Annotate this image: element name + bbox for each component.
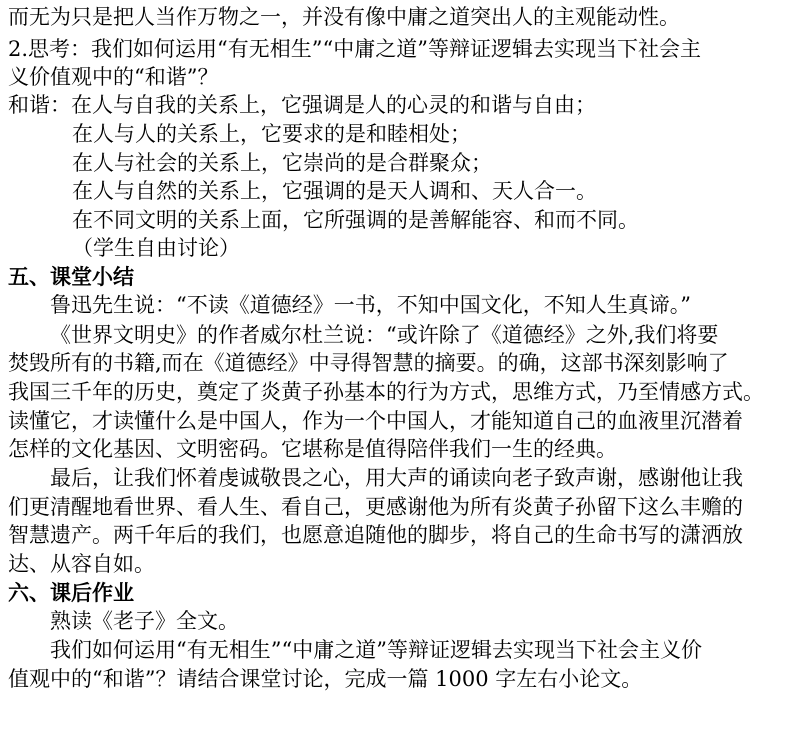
paragraph-line: 我国三千年的历史，奠定了炎黄子孙基本的行为方式，思维方式，乃至情感方式。 <box>8 380 764 404</box>
paragraph-line: 《世界文明史》的作者威尔杜兰说：“或许除了《道德经》之外,我们将要 <box>50 323 719 347</box>
paragraph-line: 读懂它，才读懂什么是中国人，作为一个中国人，才能知道自己的血液里沉潜着 <box>8 409 743 433</box>
section-heading: 五、课堂小结 <box>8 265 134 289</box>
harmony-line: 和谐：在人与自我的关系上，它强调是人的心灵的和谐与自由； <box>8 93 596 117</box>
paragraph-line: 值观中的“和谐”？请结合课堂讨论，完成一篇 1000 字左右小论文。 <box>8 667 643 691</box>
paragraph-line: 智慧遗产。两千年后的我们，也愿意追随他的脚步，将自己的生命书写的潇洒放 <box>8 523 743 547</box>
paragraph-line: 鲁迅先生说：“不读《道德经》一书，不知中国文化，不知人生真谛。” <box>50 293 691 317</box>
paragraph-line: 达、从容自如。 <box>8 552 155 576</box>
harmony-line: 在人与社会的关系上，它崇尚的是合群聚众； <box>72 151 492 175</box>
paragraph-line: 们更清醒地看世界、看人生、看自己，更感谢他为所有炎黄子孙留下这么丰赡的 <box>8 495 743 519</box>
paragraph-line: 我们如何运用“有无相生”“中庸之道”等辩证逻辑去实现当下社会主义价 <box>50 638 702 662</box>
harmony-line: 在人与人的关系上，它要求的是和睦相处； <box>72 122 471 146</box>
paragraph-line: 怎样的文化基因、文明密码。它堪称是值得陪伴我们一生的经典。 <box>8 437 617 461</box>
question-line: 义价值观中的“和谐”？ <box>8 65 219 89</box>
paragraph-line: 焚毁所有的书籍,而在《道德经》中寻得智慧的摘要。的确，这部书深刻影响了 <box>8 351 729 375</box>
question-line: 2.思考：我们如何运用“有无相生”“中庸之道”等辩证逻辑去实现当下社会主 <box>8 37 701 61</box>
section-heading: 六、课后作业 <box>8 581 134 605</box>
paragraph-line: 而无为只是把人当作万物之一，并没有像中庸之道突出人的主观能动性。 <box>8 5 680 29</box>
harmony-line: 在人与自然的关系上，它强调的是天人调和、天人合一。 <box>72 179 597 203</box>
paragraph-line: 最后，让我们怀着虔诚敬畏之心，用大声的诵读向老子致声谢，感谢他让我 <box>50 466 743 490</box>
paragraph-line: 熟读《老子》全文。 <box>50 609 239 633</box>
discussion-note: （学生自由讨论） <box>72 236 240 260</box>
harmony-line: 在不同文明的关系上面，它所强调的是善解能容、和而不同。 <box>72 208 639 232</box>
